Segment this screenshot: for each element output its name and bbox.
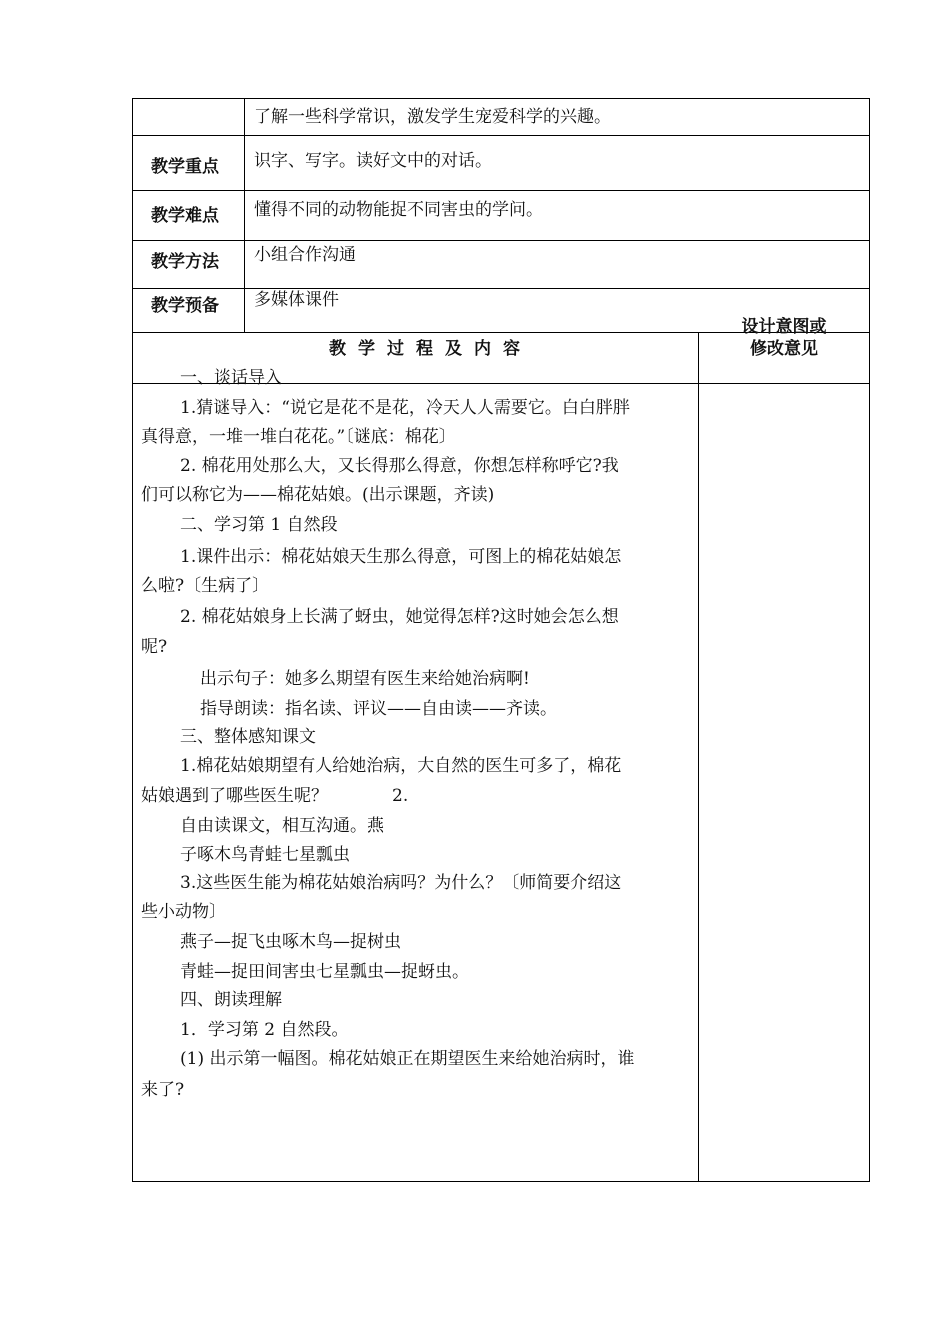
process-line: 1.猜谜导入：“说它是花不是花，冷天人人需要它。白白胖胖 bbox=[180, 398, 630, 418]
process-line: 2. 棉花姑娘身上长满了蚜虫，她觉得怎样?这时她会怎么想 bbox=[180, 607, 619, 627]
table-bottom-border bbox=[132, 1181, 870, 1182]
row-divider bbox=[132, 135, 870, 136]
table-top-border bbox=[132, 98, 870, 99]
process-line: 燕子—捉飞虫啄木鸟—捉树虫 bbox=[180, 932, 401, 952]
row-label-key-points: 教学重点 bbox=[151, 157, 219, 177]
row-label-preparation: 教学预备 bbox=[151, 296, 219, 316]
row-content-methods: 小组合作沟通 bbox=[254, 245, 356, 265]
process-line: 真得意，一堆一堆白花花。”〔谜底：棉花〕 bbox=[141, 427, 456, 447]
process-line: 2. 棉花用处那么大，又长得那么得意，你想怎样称呼它?我 bbox=[180, 456, 619, 476]
process-line: 三、整体感知课文 bbox=[180, 727, 316, 747]
process-line: 2. bbox=[392, 786, 409, 806]
row-content-key-points: 识字、写字。读好文中的对话。 bbox=[254, 151, 492, 171]
process-line: 1.课件出示：棉花姑娘天生那么得意，可图上的棉花姑娘怎 bbox=[180, 547, 622, 567]
process-line: 们可以称它为——棉花姑娘。(出示课题，齐读) bbox=[141, 485, 495, 505]
label-column-divider bbox=[244, 98, 245, 333]
process-line: 一、谈话导入 bbox=[180, 368, 282, 388]
process-line: (1) 出示第一幅图。棉花姑娘正在期望医生来给她治病时，谁 bbox=[180, 1049, 635, 1069]
top-row-content: 了解一些科学常识，激发学生宠爱科学的兴趣。 bbox=[254, 107, 611, 127]
row-content-preparation: 多媒体课件 bbox=[254, 290, 339, 310]
notes-header-line2: 修改意见 bbox=[750, 339, 818, 359]
process-header: 教学过程及内容 bbox=[329, 339, 532, 359]
process-line: 3.这些医生能为棉花姑娘治病吗？为什么？〔师简要介绍这 bbox=[180, 873, 622, 893]
process-line: 1.棉花姑娘期望有人给她治病，大自然的医生可多了，棉花 bbox=[180, 756, 622, 776]
process-line: 姑娘遇到了哪些医生呢？ bbox=[141, 786, 328, 806]
row-label-methods: 教学方法 bbox=[151, 252, 219, 272]
process-line: 二、学习第 1 自然段 bbox=[180, 515, 338, 535]
process-line: 1．学习第 2 自然段。 bbox=[180, 1020, 349, 1040]
process-line: 子啄木鸟青蛙七星瓢虫 bbox=[180, 845, 350, 865]
process-line: 么啦?〔生病了〕 bbox=[141, 576, 270, 596]
notes-header-line1: 设计意图或 bbox=[741, 317, 827, 337]
process-line: 呢? bbox=[141, 637, 168, 657]
process-line: 出示句子：她多么期望有医生来给她治病啊! bbox=[200, 669, 530, 689]
table-right-border bbox=[869, 98, 870, 1182]
row-divider bbox=[132, 288, 870, 289]
process-line: 四、朗读理解 bbox=[180, 990, 282, 1010]
row-label-difficulties: 教学难点 bbox=[151, 206, 219, 226]
notes-column-divider bbox=[698, 332, 699, 1182]
process-line: 来了? bbox=[141, 1080, 185, 1100]
table-left-border bbox=[132, 98, 133, 1182]
process-line: 青蛙—捉田间害虫七星瓢虫—捉蚜虫。 bbox=[180, 962, 469, 982]
process-line: 些小动物〕 bbox=[141, 902, 226, 922]
row-divider bbox=[132, 240, 870, 241]
row-divider bbox=[132, 190, 870, 191]
process-line: 自由读课文，相互沟通。燕 bbox=[180, 816, 384, 836]
row-content-difficulties: 懂得不同的动物能捉不同害虫的学问。 bbox=[254, 200, 543, 220]
process-line: 指导朗读：指名读、评议——自由读——齐读。 bbox=[200, 699, 557, 719]
